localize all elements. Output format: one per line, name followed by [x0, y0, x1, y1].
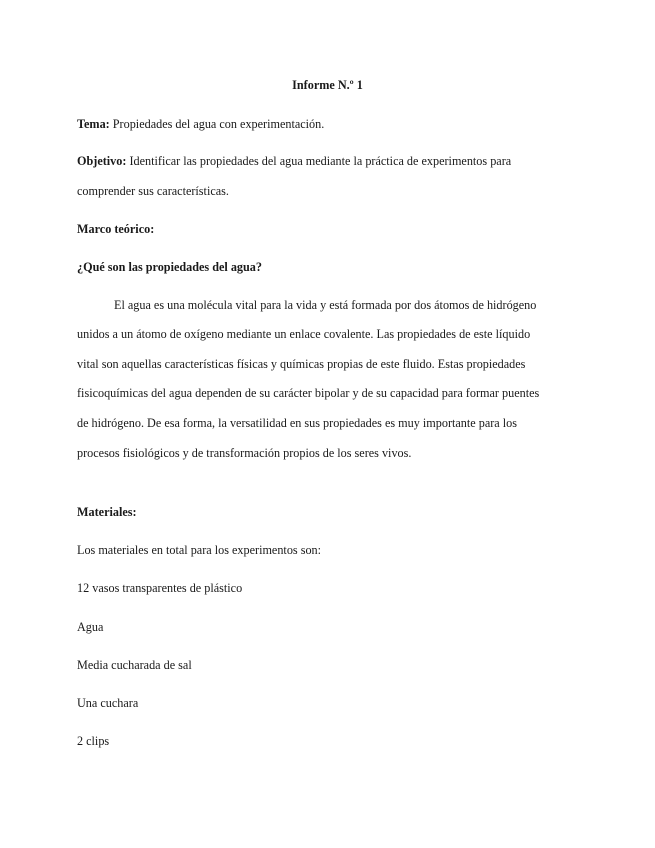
tema-label: Tema: [77, 117, 110, 131]
material-item: 2 clips [77, 734, 110, 748]
objetivo-line-1 [77, 154, 511, 168]
paragraph-line: procesos fisiológicos y de transformación propios de los seres vivos. [77, 446, 412, 460]
material-item: Agua [77, 620, 104, 634]
material-item: Media cucharada de sal [77, 658, 192, 672]
materiales-intro: Los materiales en total para los experimentos son: [77, 543, 322, 557]
report-title: Informe N.º 1 [292, 78, 363, 92]
marco-teorico-subheading: ¿Qué son las propiedades del agua? [77, 260, 262, 274]
marco-teorico-heading: Marco teórico: [77, 222, 155, 236]
material-item: Una cuchara [77, 696, 139, 710]
materiales-heading: Materiales: [77, 505, 137, 519]
paragraph-line: El agua es una molécula vital para la vida y está formada por dos átomos de hidrógeno [114, 298, 537, 312]
tema-line [77, 117, 324, 131]
paragraph-line: fisicoquímicas del agua dependen de su carácter bipolar y de su capacidad para formar puentes [77, 386, 540, 400]
objetivo-text-1: Identificar las propiedades del agua mediante la práctica de experimentos para [126, 154, 512, 168]
material-item: 12 vasos transparentes de plástico [77, 581, 243, 595]
tema-text: Propiedades del agua con experimentación. [109, 117, 325, 131]
objetivo-line-2: comprender sus características. [77, 184, 229, 198]
objetivo-label: Objetivo: [77, 154, 127, 168]
paragraph-line: vital son aquellas características físicas y químicas propias de este fluido. Estas propiedades [77, 357, 526, 371]
paragraph-line: unidos a un átomo de oxígeno mediante un enlace covalente. Las propiedades de este líquido [77, 327, 531, 341]
paragraph-line: de hidrógeno. De esa forma, la versatilidad en sus propiedades es muy importante para los [77, 416, 517, 430]
